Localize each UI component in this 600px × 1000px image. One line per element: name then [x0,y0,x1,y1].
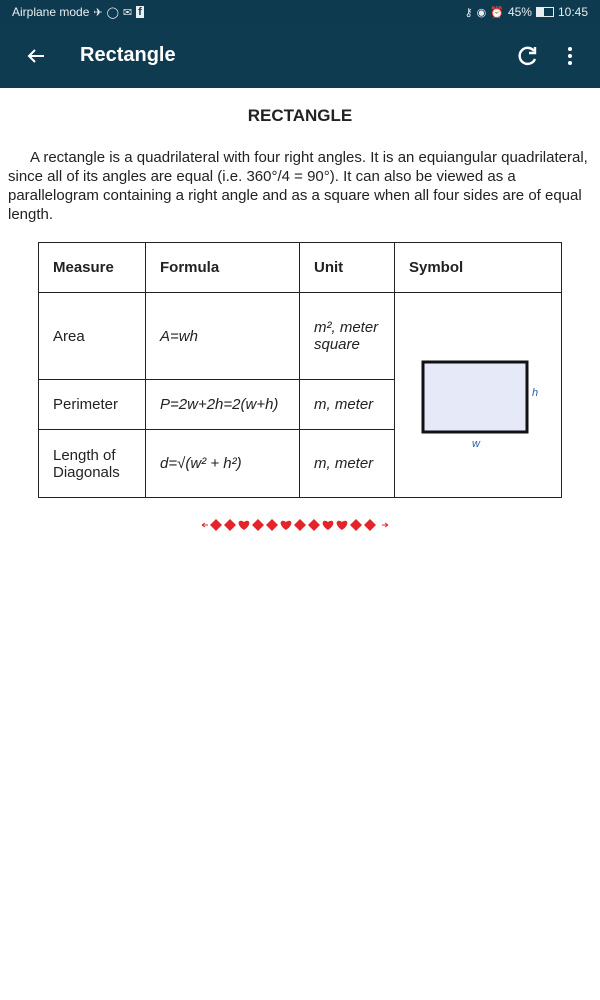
table-row [39,293,562,380]
facebook-icon: f [138,6,142,18]
decorative-divider [200,515,400,535]
header-symbol: Symbol [395,243,562,293]
more-options-button[interactable] [558,42,582,70]
symbol-cell [395,293,562,498]
refresh-button[interactable] [514,42,542,70]
airplane-icon: ✈ [93,6,103,19]
diamond-icon [224,519,236,531]
heart-icon [239,521,250,530]
right-arrow-icon [382,523,388,527]
battery-icon [536,7,554,17]
measure-cell: Length of Diagonals [39,430,146,498]
diamond-icon [210,519,222,531]
unit-cell: m, meter [300,380,395,430]
mail-icon: ✉ [122,6,133,19]
left-arrow-icon [202,523,208,527]
intro-paragraph: A rectangle is a quadrilateral with four right angles. It is an equiangular quadrilateral, since all of its angles are equal (i.e. 360°/4 = 90°). It can also be viewed as a parallelogram containing a right angle and as a square when all four sides are of equal length. [8,149,588,223]
rectangle-shape [423,362,527,432]
rectangle-diagram [401,350,555,450]
diamond-icon [308,519,320,531]
measure-cell: Area [39,293,146,380]
header-unit: Unit [300,243,395,293]
heart-icon [281,521,292,530]
measure-cell: Perimeter [39,380,146,430]
more-vertical-icon [568,47,572,51]
refresh-icon [514,42,542,70]
time: 10:45 [557,5,588,19]
app-title: Rectangle [80,44,176,66]
unit-cell: m, meter [300,430,395,498]
heart-icon [323,521,334,530]
alarm-icon: ⏰ [490,6,504,19]
app-bar [0,24,600,88]
status-left-text: Airplane mode [12,5,90,19]
heart-icon [337,521,348,530]
measures-table [38,242,562,498]
formula-cell: d=√(w² + h²) [146,430,300,498]
table-header-row [39,243,562,293]
back-button[interactable] [20,42,52,70]
arrow-left-icon [26,46,46,66]
formula-cell: P=2w+2h=2(w+h) [146,380,300,430]
height-label: h [532,387,539,399]
header-formula: Formula [146,243,300,293]
eye-icon: ◉ [476,6,487,19]
status-bar [0,0,600,24]
battery-percent: 45% [507,5,532,19]
diamond-icon [266,519,278,531]
key-icon: ⚷ [464,6,473,19]
whatsapp-icon: ◯ [106,6,119,19]
diamond-icon [294,519,306,531]
page-heading: RECTANGLE [247,106,353,125]
diamond-icon [364,519,376,531]
unit-cell: m², meter square [300,293,395,380]
header-measure: Measure [39,243,146,293]
diamond-icon [252,519,264,531]
width-label: w [472,438,480,450]
formula-cell: A=wh [146,293,300,380]
diamond-icon [350,519,362,531]
